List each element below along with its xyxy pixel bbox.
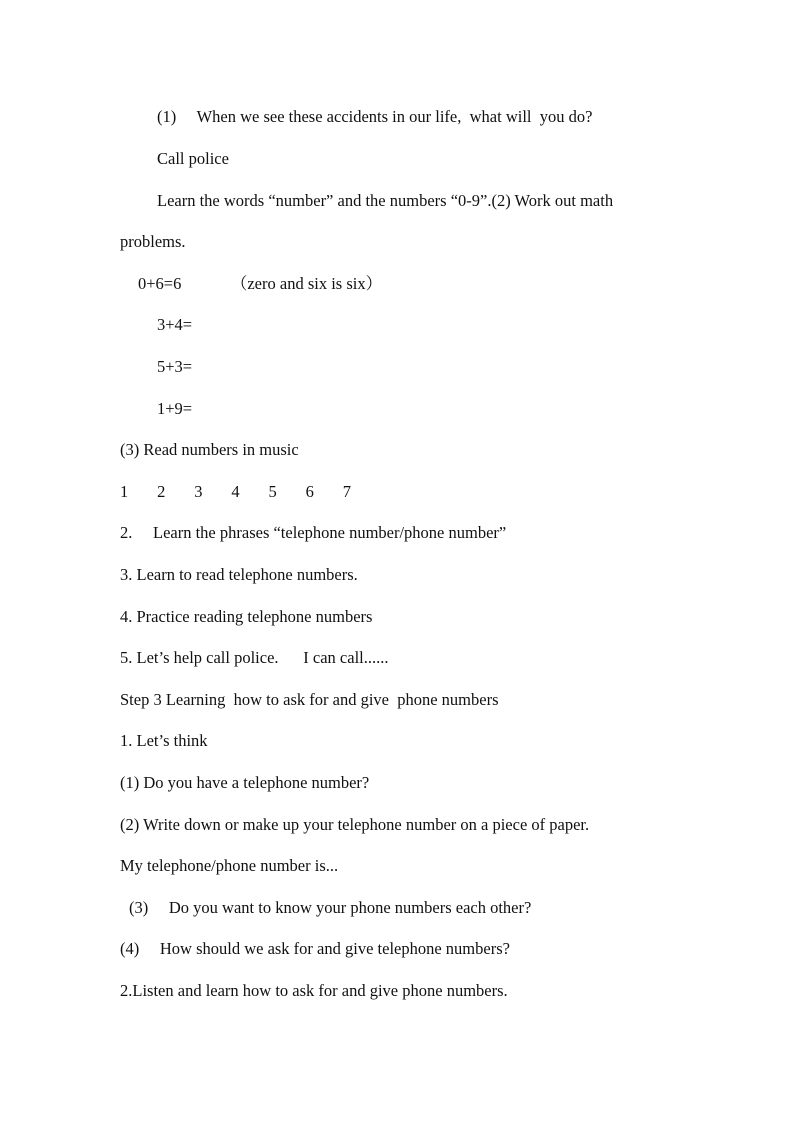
step-3-heading: Step 3 Learning how to ask for and give phone numbers [120,690,499,709]
problems-line: problems. [120,232,186,251]
think-question-4: (4) How should we ask for and give telephone numbers? [120,939,510,958]
math-problem-2: 5+3= [157,357,193,376]
think-question-2 [120,815,675,835]
think-question-2-text: (2) Write down or make up your telephone number on a piece of paper. [120,815,590,834]
learn-words-line: Learn the words “number” and the numbers “0-9”.(2) Work out math [157,191,614,210]
listen-learn-line: 2.Listen and learn how to ask for and give phone numbers. [120,981,508,1000]
math-example-line: 0+6=6 （zero and six is six） [138,274,383,293]
think-question-1: (1) Do you have a telephone number? [120,773,370,792]
my-number-line: My telephone/phone number is... [120,856,339,875]
music-numbers-line: 1 2 3 4 5 6 7 [120,482,351,501]
question-1-line: (1) When we see these accidents in our life, what will you do? [157,107,593,126]
learn-read-line: 3. Learn to read telephone numbers. [120,565,358,584]
think-question-3: (3) Do you want to know your phone numbers each other? [129,898,532,917]
practice-line: 4. Practice reading telephone numbers [120,607,373,626]
call-police-line: 5. Let’s help call police. I can call...... [120,648,389,667]
phrases-line: 2. Learn the phrases “telephone number/phone number” [120,523,507,542]
math-problem-1: 3+4= [157,315,193,334]
answer-call-police: Call police [157,149,229,168]
lets-think-heading: 1. Let’s think [120,731,208,750]
math-problem-3: 1+9= [157,399,193,418]
music-heading: (3) Read numbers in music [120,440,299,459]
